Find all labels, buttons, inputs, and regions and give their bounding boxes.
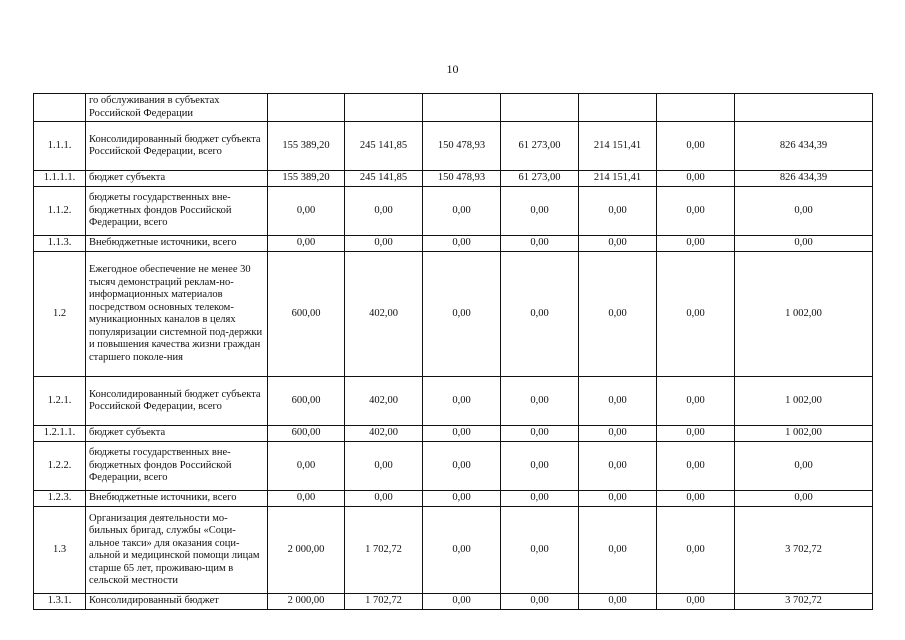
row-number: 1.2.1.1. — [34, 426, 86, 442]
row-number: 1.1.3. — [34, 236, 86, 252]
row-year-value: 0,00 — [345, 187, 423, 236]
row-year-value: 0,00 — [657, 594, 735, 610]
row-year-value: 245 141,85 — [345, 171, 423, 187]
table-row — [34, 507, 873, 594]
row-year-value: 0,00 — [501, 236, 579, 252]
row-year-value: 1 702,72 — [345, 594, 423, 610]
row-year-value: 402,00 — [345, 377, 423, 426]
row-year-value: 0,00 — [657, 377, 735, 426]
row-description: бюджет субъекта — [86, 171, 268, 187]
row-number: 1.1.1. — [34, 122, 86, 171]
row-number: 1.2.3. — [34, 491, 86, 507]
row-total-value: 0,00 — [735, 491, 873, 507]
row-year-value: 0,00 — [268, 442, 345, 491]
table-body — [34, 94, 873, 610]
row-year-value: 214 151,41 — [579, 171, 657, 187]
row-year-value: 0,00 — [579, 377, 657, 426]
row-year-value: 402,00 — [345, 426, 423, 442]
row-total-value: 0,00 — [735, 236, 873, 252]
row-year-value: 0,00 — [579, 594, 657, 610]
row-year-value: 0,00 — [501, 442, 579, 491]
row-description: бюджеты государственных вне-бюджетных фондов Российской Федерации, всего — [86, 187, 268, 236]
row-year-value: 0,00 — [501, 507, 579, 594]
row-year-value: 61 273,00 — [501, 171, 579, 187]
row-year-value: 0,00 — [345, 236, 423, 252]
row-total-value: 826 434,39 — [735, 122, 873, 171]
row-year-value: 155 389,20 — [268, 171, 345, 187]
row-year-value: 0,00 — [501, 377, 579, 426]
table-row — [34, 594, 873, 610]
row-year-value: 0,00 — [579, 252, 657, 377]
row-number: 1.2.2. — [34, 442, 86, 491]
row-year-value: 600,00 — [268, 377, 345, 426]
table-row — [34, 426, 873, 442]
row-year-value — [268, 94, 345, 122]
row-year-value: 0,00 — [423, 252, 501, 377]
row-year-value — [657, 94, 735, 122]
row-year-value: 0,00 — [657, 252, 735, 377]
row-number — [34, 94, 86, 122]
row-year-value: 61 273,00 — [501, 122, 579, 171]
row-year-value: 0,00 — [423, 594, 501, 610]
row-total-value: 3 702,72 — [735, 594, 873, 610]
row-year-value: 245 141,85 — [345, 122, 423, 171]
row-year-value: 0,00 — [657, 236, 735, 252]
row-year-value: 0,00 — [345, 442, 423, 491]
row-year-value: 402,00 — [345, 252, 423, 377]
row-year-value: 0,00 — [657, 507, 735, 594]
row-number: 1.1.2. — [34, 187, 86, 236]
row-year-value — [345, 94, 423, 122]
row-description: Внебюджетные источники, всего — [86, 491, 268, 507]
table-row — [34, 377, 873, 426]
row-total-value: 0,00 — [735, 442, 873, 491]
table-row — [34, 94, 873, 122]
row-total-value: 3 702,72 — [735, 507, 873, 594]
row-description: Организация деятельности мо-бильных бригад, службы «Соци-альное такси» для оказания соци-альной и медицинской помощи лицам старше 65 лет, проживаю-щим в сельской местности — [86, 507, 268, 594]
row-description: бюджет субъекта — [86, 426, 268, 442]
row-year-value: 0,00 — [423, 426, 501, 442]
row-year-value: 0,00 — [268, 236, 345, 252]
row-year-value: 0,00 — [657, 426, 735, 442]
row-year-value: 0,00 — [423, 377, 501, 426]
row-year-value: 0,00 — [501, 491, 579, 507]
row-description: Консолидированный бюджет субъекта Российской Федерации, всего — [86, 377, 268, 426]
table-row — [34, 171, 873, 187]
row-year-value: 600,00 — [268, 426, 345, 442]
row-year-value: 0,00 — [579, 507, 657, 594]
row-year-value: 0,00 — [423, 491, 501, 507]
row-year-value: 0,00 — [579, 236, 657, 252]
row-year-value: 1 702,72 — [345, 507, 423, 594]
budget-table — [33, 93, 873, 610]
row-year-value — [423, 94, 501, 122]
row-year-value: 214 151,41 — [579, 122, 657, 171]
row-number: 1.3 — [34, 507, 86, 594]
row-year-value: 0,00 — [657, 171, 735, 187]
row-year-value: 0,00 — [579, 187, 657, 236]
row-year-value: 0,00 — [268, 491, 345, 507]
row-year-value — [501, 94, 579, 122]
row-year-value: 2 000,00 — [268, 594, 345, 610]
row-year-value: 0,00 — [579, 426, 657, 442]
row-year-value: 0,00 — [657, 491, 735, 507]
row-number: 1.3.1. — [34, 594, 86, 610]
row-number: 1.2.1. — [34, 377, 86, 426]
row-description: Внебюджетные источники, всего — [86, 236, 268, 252]
row-year-value: 0,00 — [423, 507, 501, 594]
row-description: Консолидированный бюджет — [86, 594, 268, 610]
row-year-value: 150 478,93 — [423, 171, 501, 187]
table-row — [34, 491, 873, 507]
row-total-value: 826 434,39 — [735, 171, 873, 187]
row-number: 1.2 — [34, 252, 86, 377]
row-description: го обслуживания в субъектах Российской Федерации — [86, 94, 268, 122]
row-year-value: 0,00 — [345, 491, 423, 507]
table-row — [34, 442, 873, 491]
row-year-value: 150 478,93 — [423, 122, 501, 171]
row-year-value: 0,00 — [579, 442, 657, 491]
row-total-value: 0,00 — [735, 187, 873, 236]
row-year-value: 0,00 — [423, 442, 501, 491]
row-year-value: 0,00 — [657, 122, 735, 171]
row-year-value: 0,00 — [501, 187, 579, 236]
row-year-value: 0,00 — [579, 491, 657, 507]
row-year-value: 0,00 — [423, 236, 501, 252]
table-row — [34, 252, 873, 377]
row-description: Консолидированный бюджет субъекта Российской Федерации, всего — [86, 122, 268, 171]
row-year-value: 0,00 — [423, 187, 501, 236]
row-description: Ежегодное обеспечение не менее 30 тысяч демонстраций реклам-но-информационных материалов посредством основных телеком-муникационных каналов в целях популяризации системной под-держки и повышения качества жизни граждан старшего поколе-ния — [86, 252, 268, 377]
page-number: 10 — [446, 62, 459, 76]
row-total-value: 1 002,00 — [735, 426, 873, 442]
row-year-value: 0,00 — [268, 187, 345, 236]
row-year-value: 0,00 — [501, 252, 579, 377]
row-total-value: 1 002,00 — [735, 252, 873, 377]
row-total-value: 1 002,00 — [735, 377, 873, 426]
row-number: 1.1.1.1. — [34, 171, 86, 187]
table-row — [34, 187, 873, 236]
row-year-value — [579, 94, 657, 122]
row-description: бюджеты государственных вне-бюджетных фондов Российской Федерации, всего — [86, 442, 268, 491]
row-year-value: 600,00 — [268, 252, 345, 377]
row-year-value: 0,00 — [657, 442, 735, 491]
row-total-value — [735, 94, 873, 122]
table-row — [34, 122, 873, 171]
row-year-value: 2 000,00 — [268, 507, 345, 594]
row-year-value: 0,00 — [501, 594, 579, 610]
row-year-value: 155 389,20 — [268, 122, 345, 171]
row-year-value: 0,00 — [501, 426, 579, 442]
row-year-value: 0,00 — [657, 187, 735, 236]
table-row — [34, 236, 873, 252]
